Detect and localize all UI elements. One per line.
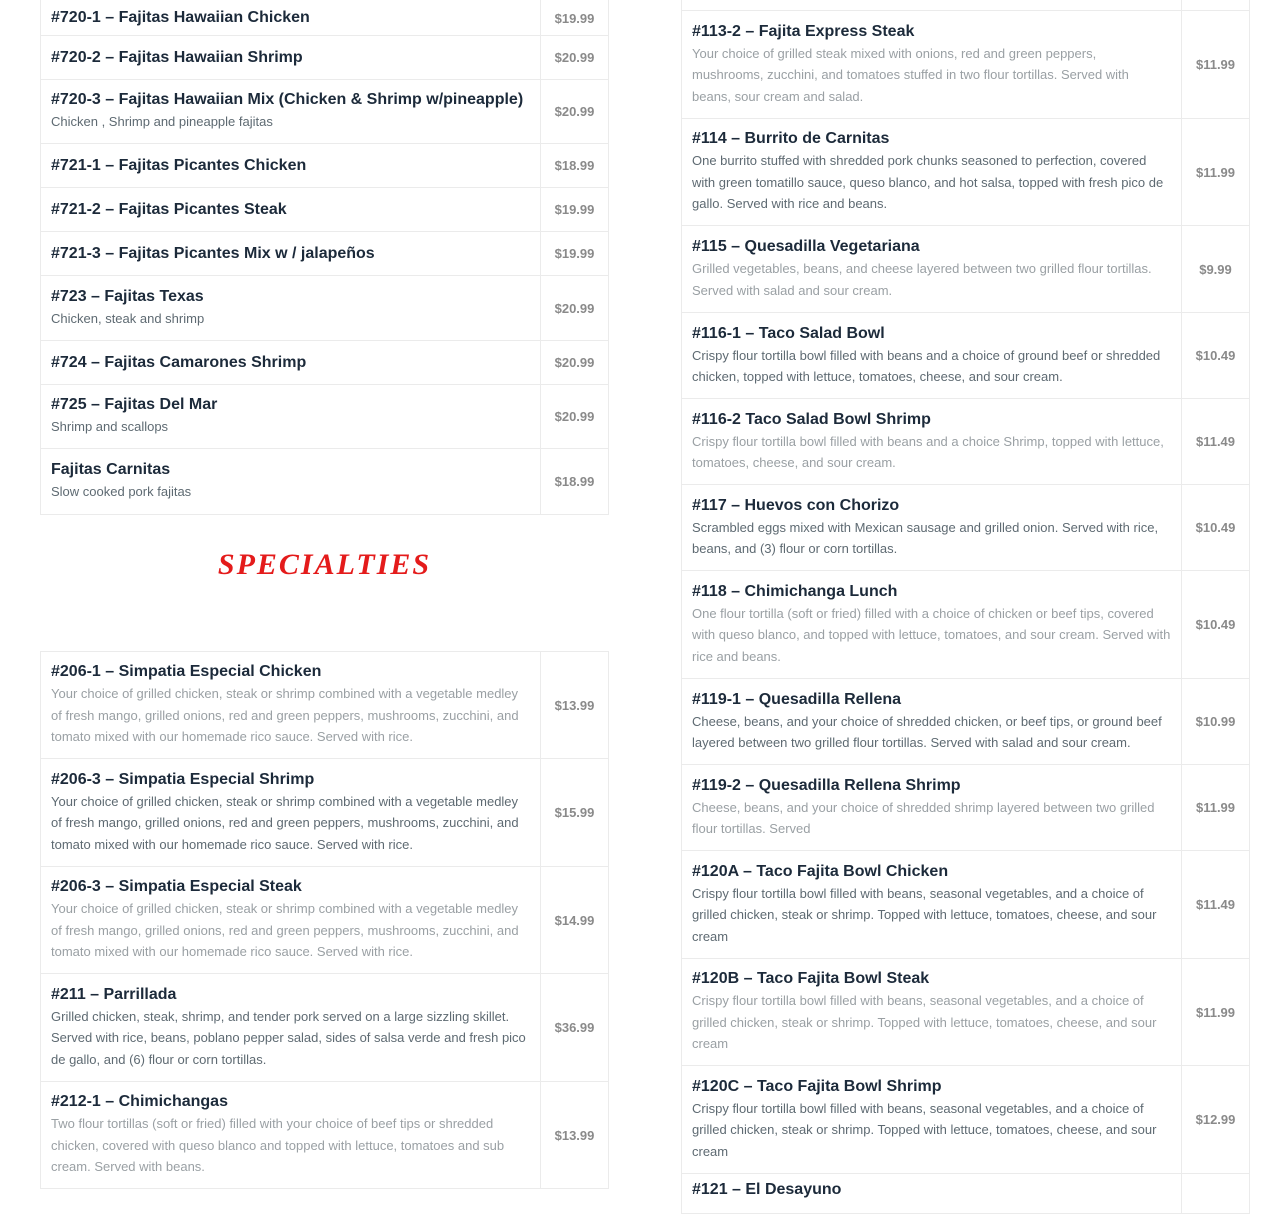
item-price: $19.99: [541, 188, 609, 232]
item-description: Grilled chicken, steak, shrimp, and tender pork served on a large sizzling skillet. Served with rice, beans, poblano pepper salad, sides of salsa verde and fresh pico de gallo, and (6) flour or corn tortillas.: [51, 1008, 526, 1067]
menu-row: [41, 144, 609, 188]
item-price: $11.99: [1182, 959, 1250, 1066]
item-price: $12.99: [1182, 1066, 1250, 1174]
item-price: $19.99: [541, 232, 609, 276]
menu-row: [41, 232, 609, 276]
menu-row: [682, 959, 1250, 1066]
item-price: $20.99: [541, 80, 609, 144]
menu-row: [682, 399, 1250, 485]
item-description: Your choice of grilled chicken, steak or shrimp combined with a vegetable medley of fresh mango, grilled onions, red and green peppers, mushrooms, zucchini, and tomato mixed with our homemade rico sauce. Served with rice.: [51, 686, 519, 745]
item-price: [1182, 1174, 1250, 1214]
menu-row: [41, 80, 609, 144]
item-description: One flour tortilla (soft or fried) filled with a choice of chicken or beef tips, covered with queso blanco, and topped with lettuce, tomatoes, and sour cream. Served with rice and beans.: [692, 605, 1171, 664]
item-name: #721-3 – Fajitas Picantes Mix w / jalapeños: [51, 244, 375, 262]
item-name: #117 – Huevos con Chorizo: [692, 496, 900, 514]
item-price: $9.99: [1182, 226, 1250, 313]
item-price: $10.49: [1182, 571, 1250, 679]
menu-row: [41, 0, 609, 36]
item-description: Chicken, steak and shrimp: [51, 310, 205, 326]
menu-row: [41, 385, 609, 449]
menu-row: [682, 119, 1250, 226]
menu-row: [682, 851, 1250, 959]
item-name: #116-1 – Taco Salad Bowl: [692, 324, 885, 342]
lunch-menu: [681, 0, 1250, 1214]
item-name: #720-2 – Fajitas Hawaiian Shrimp: [51, 48, 303, 66]
item-description: Your choice of grilled steak mixed with onions, red and green peppers, mushrooms, zucchini, and tomatoes stuffed in two flour tortillas. Served with beans, sour cream and salad.: [692, 45, 1129, 104]
specialties-heading: SPECIALTIES: [217, 548, 432, 581]
menu-row: [682, 1066, 1250, 1174]
menu-row: [682, 679, 1250, 765]
item-name: #212-1 – Chimichangas: [51, 1093, 228, 1111]
menu-row: [41, 276, 609, 341]
menu-row: [682, 1174, 1250, 1214]
item-price: $11.99: [1182, 765, 1250, 851]
menu-row-partial: [682, 0, 1250, 11]
item-name: #121 – El Desayuno: [692, 1181, 842, 1198]
specialties-table: [40, 651, 609, 1189]
item-price: $18.99: [541, 449, 609, 515]
item-name: #720-3 – Fajitas Hawaiian Mix (Chicken & Shrimp w/pineapple): [51, 91, 524, 109]
item-description: Crispy flour tortilla bowl filled with beans, seasonal vegetables, and a choice of grilled chicken, steak or shrimp. Topped with lettuce, tomatoes, cheese, and sour cream: [692, 1100, 1157, 1159]
item-price: $19.99: [541, 0, 609, 36]
menu-row: [682, 313, 1250, 399]
item-description: Your choice of grilled chicken, steak or shrimp combined with a vegetable medley of fresh mango, grilled onions, red and green peppers, mushrooms, zucchini, and tomato mixed with our homemade rico sauce. Served with rice.: [51, 793, 519, 852]
menu-row: [41, 449, 609, 515]
item-description: Scrambled eggs mixed with Mexican sausage and grilled onion. Served with rice, beans, and (3) flour or corn tortillas.: [692, 519, 1159, 556]
item-price: $15.99: [541, 759, 609, 867]
item-price: $20.99: [541, 276, 609, 341]
item-name: #206-1 – Simpatia Especial Chicken: [51, 663, 322, 681]
item-name: Fajitas Carnitas: [51, 461, 171, 479]
menu-row: [682, 571, 1250, 679]
item-price: $11.99: [1182, 11, 1250, 119]
item-price: $10.49: [1182, 313, 1250, 399]
menu-row: [41, 867, 609, 974]
fajitas-menu: [40, 0, 609, 515]
menu-row: [41, 974, 609, 1082]
item-name: #119-1 – Quesadilla Rellena: [692, 690, 902, 708]
item-price: $18.99: [541, 144, 609, 188]
item-description: Slow cooked pork fajitas: [51, 484, 192, 500]
item-price: $36.99: [541, 974, 609, 1082]
item-price: $11.49: [1182, 851, 1250, 959]
item-description: Crispy flour tortilla bowl filled with beans, seasonal vegetables, and a choice of grilled chicken, steak or shrimp. Topped with lettuce, tomatoes, cheese, and sour cream: [692, 885, 1157, 944]
item-description: One burrito stuffed with shredded pork chunks seasoned to perfection, covered with green tomatillo sauce, queso blanco, and hot salsa, topped with fresh pico de gallo. Served with rice and beans.: [692, 153, 1164, 212]
item-price: $11.49: [1182, 399, 1250, 485]
menu-row: [41, 188, 609, 232]
item-price: $20.99: [541, 36, 609, 80]
menu-row: [682, 226, 1250, 313]
item-name: #721-1 – Fajitas Picantes Chicken: [51, 156, 307, 174]
item-name: #206-3 – Simpatia Especial Steak: [51, 878, 302, 896]
lunch-table: [681, 0, 1250, 1214]
menu-row: [682, 11, 1250, 119]
item-name: #114 – Burrito de Carnitas: [692, 130, 890, 148]
item-description: Two flour tortillas (soft or fried) filled with your choice of beef tips or shredded chicken, covered with queso blanco and topped with lettuce, tomatoes and sub cream. Served with beans.: [51, 1116, 505, 1175]
item-price: $20.99: [541, 385, 609, 449]
item-name: #119-2 – Quesadilla Rellena Shrimp: [692, 776, 961, 794]
item-price: $11.99: [1182, 119, 1250, 226]
menu-row: [682, 765, 1250, 851]
menu-row: [41, 341, 609, 385]
item-price: $13.99: [541, 652, 609, 759]
menu-row: [682, 485, 1250, 571]
specialties-menu: [40, 651, 609, 1189]
item-description: Chicken , Shrimp and pineapple fajitas: [51, 114, 273, 130]
item-name: #720-1 – Fajitas Hawaiian Chicken: [51, 9, 310, 26]
menu-row: [41, 1082, 609, 1189]
menu-row: [41, 652, 609, 759]
item-name: #113-2 – Fajita Express Steak: [692, 22, 915, 40]
item-price: $10.49: [1182, 485, 1250, 571]
item-price: $10.99: [1182, 679, 1250, 765]
item-name: #120B – Taco Fajita Bowl Steak: [692, 970, 930, 988]
item-description: Crispy flour tortilla bowl filled with beans and a choice of ground beef or shredded chicken, topped with lettuce, tomatoes, cheese, and sour cream.: [692, 347, 1161, 384]
item-description: Grilled vegetables, beans, and cheese layered between two grilled flour tortillas. Served with salad and sour cream.: [692, 261, 1152, 298]
menu-row: [41, 759, 609, 867]
item-name: #115 – Quesadilla Vegetariana: [692, 238, 920, 255]
item-description: Shrimp and scallops: [51, 419, 169, 435]
item-price: $14.99: [541, 867, 609, 974]
item-name: #206-3 – Simpatia Especial Shrimp: [51, 770, 315, 788]
item-name: #120A – Taco Fajita Bowl Chicken: [692, 862, 949, 880]
item-name: #725 – Fajitas Del Mar: [51, 396, 218, 414]
item-name: #116-2 Taco Salad Bowl Shrimp: [692, 410, 931, 428]
item-name: #118 – Chimichanga Lunch: [692, 582, 898, 600]
menu-row: [41, 36, 609, 80]
item-name: #723 – Fajitas Texas: [51, 287, 204, 305]
item-name: #724 – Fajitas Camarones Shrimp: [51, 353, 307, 371]
item-price: $13.99: [541, 1082, 609, 1189]
fajitas-table: [40, 0, 609, 515]
item-description: Crispy flour tortilla bowl filled with beans and a choice Shrimp, topped with lettuce, tomatoes, cheese, and sour cream.: [692, 433, 1164, 470]
item-name: #211 – Parrillada: [51, 985, 177, 1003]
item-description: Cheese, beans, and your choice of shredded chicken, or beef tips, or ground beef layered between two grilled flour tortillas. Served with salad and sour cream.: [692, 713, 1162, 750]
item-name: #120C – Taco Fajita Bowl Shrimp: [692, 1077, 942, 1095]
item-description: Cheese, beans, and your choice of shredded shrimp layered between two grilled flour tortillas. Served: [692, 799, 1155, 836]
item-description: Your choice of grilled chicken, steak or shrimp combined with a vegetable medley of fresh mango, grilled onions, red and green peppers, mushrooms, zucchini, and tomato mixed with our homemade rico sauce. Served with rice.: [51, 901, 519, 960]
item-name: #721-2 – Fajitas Picantes Steak: [51, 200, 287, 218]
item-price: $20.99: [541, 341, 609, 385]
item-description: Crispy flour tortilla bowl filled with beans, seasonal vegetables, and a choice of grilled chicken, steak or shrimp. Topped with lettuce, tomatoes, cheese, and sour cream: [692, 993, 1157, 1052]
